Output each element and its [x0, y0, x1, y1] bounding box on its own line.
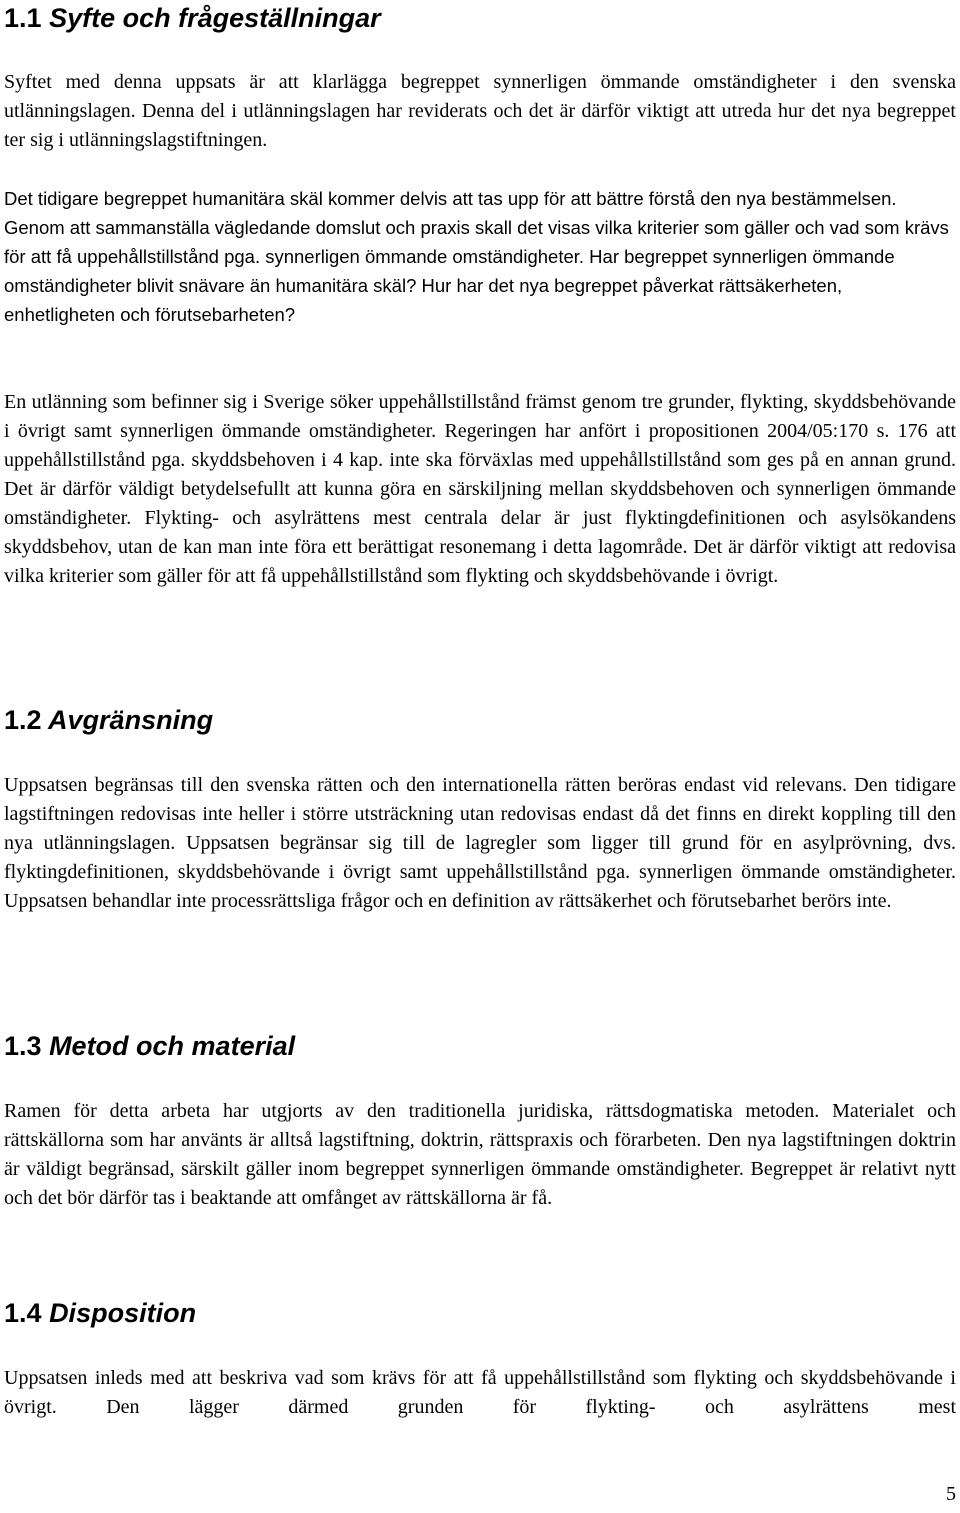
paragraph: Syftet med denna uppsats är att klarlägga begreppet synnerligen ömmande omständigheter i den svenska utlänningslagen. Denna del i utlänningslagen har reviderats och det är därför viktigt att utreda hur det nya begreppet ter sig i utlänningslagstiftningen.: [4, 71, 956, 151]
sentence: Genom att sammanställa vägledande domslut och praxis skall det visas vilka kriterier som gäller och vad som krävs för att få uppehållstillstånd pga. synnerligen ömmande omständigheter.: [4, 217, 949, 267]
sentence: Har begreppet synnerligen ömmande omständigheter blivit snävare än humanitära skäl? Hur har det nya begreppet påverkat rättsäkerheten, enhetligheten och förutsebarheten?: [4, 246, 895, 325]
section-title: Metod och material: [49, 1031, 296, 1061]
paragraph: Uppsatsen inleds med att beskriva vad som krävs för att få uppehållstillstånd som flykting och skyddsbehövande i övrigt. Den lägger därmed grunden för flykting- och asylrättens mest: [4, 1367, 956, 1418]
paragraph: Uppsatsen begränsas till den svenska rätten och den internationella rätten beröras endast vid relevans. Den tidigare lagstiftningen redovisas inte heller i större utsträckning utan redovisas endast då det finns en direkt koppling till den nya utlänningslagen. Uppsatsen begränsar sig till de lagregler som ligger till grund för en asylprövning, dvs. flyktingdefinitionen, skyddsbehövande i övrigt samt uppehållstillstånd pga. synnerligen ömmande omständigheter. Uppsatsen behandlar inte processrättsliga frågor och en definition av rättsäkerhet och förutsebarhet berörs inte.: [4, 774, 956, 912]
paragraph: En utlänning som befinner sig i Sverige söker uppehållstillstånd främst genom tre grunder, flykting, skyddsbehövande i övrigt samt synnerligen ömmande omständigheter. Regeringen har anfört i propositionen 2004/05:170 s. 176 att uppehållstillstånd pga. skyddsbehoven i 4 kap. inte ska förväxlas med uppehållstillstånd som ges på en annan grund. Det är därför väldigt betydelsefullt att kunna göra en särskiljning mellan skyddsbehoven och synnerligen ömmande omständigheter. Flykting- och asylrättens mest centrala delar är just flyktingdefinitionen och asylsökandens skyddsbehov, utan de kan man inte föra ett berättigat resonemang i detta lagområde. Det är därför viktigt att redovisa vilka kriterier som gäller för att få uppehållstillstånd som flykting och skyddsbehövande i övrigt.: [4, 391, 956, 587]
paragraph: Ramen för detta arbeta har utgjorts av den traditionella juridiska, rättsdogmatiska metoden. Materialet och rättskällorna som har använts är alltså lagstiftning, doktrin, rättspraxis och förarbeten. Den nya lagstiftningen doktrin är väldigt begränsad, särskilt gäller inom begreppet synnerligen ömmande omständigheter. Begreppet är relativt nytt och det bör därför tas i beaktande att omfånget av rättskällorna är få.: [4, 1100, 956, 1209]
section-number: 1.2: [4, 705, 42, 735]
section-title: Avgränsning: [48, 705, 214, 735]
section-title: Syfte och frågeställningar: [49, 3, 381, 33]
section-heading-1-2: [4, 704, 213, 736]
section-heading-1-1: [4, 2, 381, 34]
section-number: 1.3: [4, 1031, 42, 1061]
section-number: 1.4: [4, 1298, 42, 1328]
section-heading-1-4: [4, 1297, 196, 1329]
sentence: Det tidigare begreppet humanitära skäl kommer delvis att tas upp för att bättre förstå den nya bestämmelsen.: [4, 188, 897, 209]
section-heading-1-3: [4, 1030, 295, 1062]
paragraph: [4, 184, 956, 329]
section-title: Disposition: [49, 1298, 197, 1328]
page-number: 5: [946, 1483, 956, 1505]
section-number: 1.1: [4, 3, 42, 33]
